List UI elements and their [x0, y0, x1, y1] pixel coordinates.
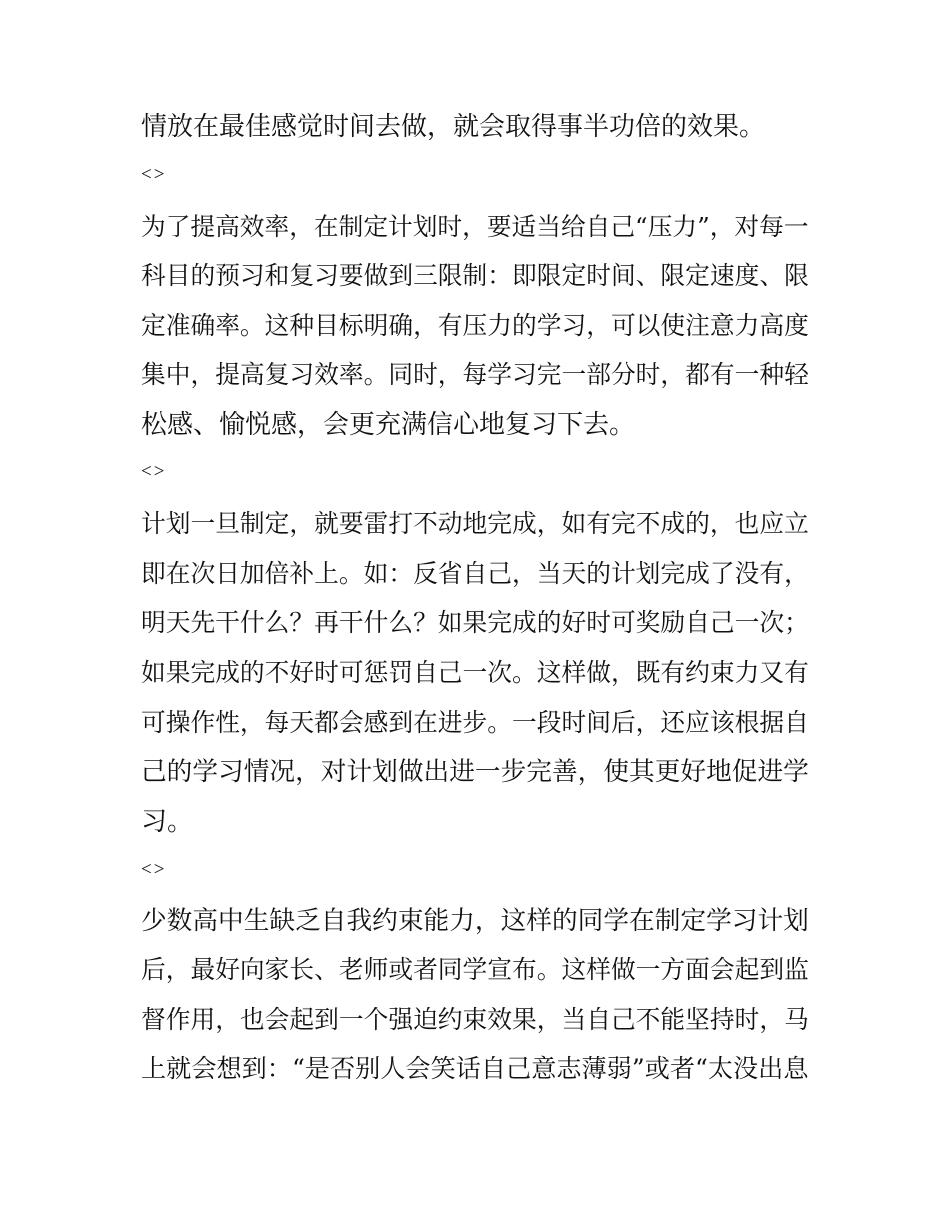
- paragraph-2-line-2: 科目的预习和复习要做到三限制：即限定时间、限定速度、限: [141, 261, 809, 290]
- paragraph-3-line-3: 明天先干什么？再干什么？如果完成的好时可奖励自己一次；: [141, 608, 809, 637]
- paragraph-4-line-2: 后，最好向家长、老师或者同学宣布。这样做一方面会起到监: [141, 955, 809, 984]
- separator-3: <>: [141, 859, 167, 880]
- paragraph-1-line-1: 情放在最佳感觉时间去做，就会取得事半功倍的效果。: [141, 112, 766, 142]
- paragraph-3-line-6: 己的学习情况，对计划做出进一步完善，使其更好地促进学: [141, 757, 809, 787]
- separator-2: <>: [141, 461, 167, 482]
- paragraph-3-line-2: 即在次日加倍补上。如：反省自己，当天的计划完成了没有，: [141, 559, 809, 588]
- paragraph-2-line-5: 松感、愉悦感，会更充满信心地复习下去。: [141, 410, 636, 440]
- paragraph-2-line-4: 集中，提高复习效率。同时，每学习完一部分时，都有一种轻: [141, 360, 809, 389]
- separator-1: <>: [141, 164, 167, 185]
- paragraph-2-line-3: 定准确率。这种目标明确，有压力的学习，可以使注意力高度: [141, 311, 809, 340]
- paragraph-3-line-4: 如果完成的不好时可惩罚自己一次。这样做，既有约束力又有: [141, 658, 809, 687]
- paragraph-4-line-1: 少数高中生缺乏自我约束能力，这样的同学在制定学习计划: [141, 906, 809, 936]
- paragraph-4-line-3: 督作用，也会起到一个强迫约束效果，当自己不能坚持时，马: [141, 1005, 809, 1034]
- paragraph-3-line-1: 计划一旦制定，就要雷打不动地完成，如有完不成的，也应立: [141, 509, 809, 538]
- paragraph-3-line-5: 可操作性，每天都会感到在进步。一段时间后，还应该根据自: [141, 708, 809, 737]
- paragraph-2-line-1: 为了提高效率，在制定计划时，要适当给自己“压力”，对每一: [141, 212, 809, 241]
- paragraph-3-line-7: 习。: [141, 807, 194, 837]
- paragraph-4-line-4: 上就会想到：“是否别人会笑话自己意志薄弱”或者“太没出息: [141, 1054, 809, 1083]
